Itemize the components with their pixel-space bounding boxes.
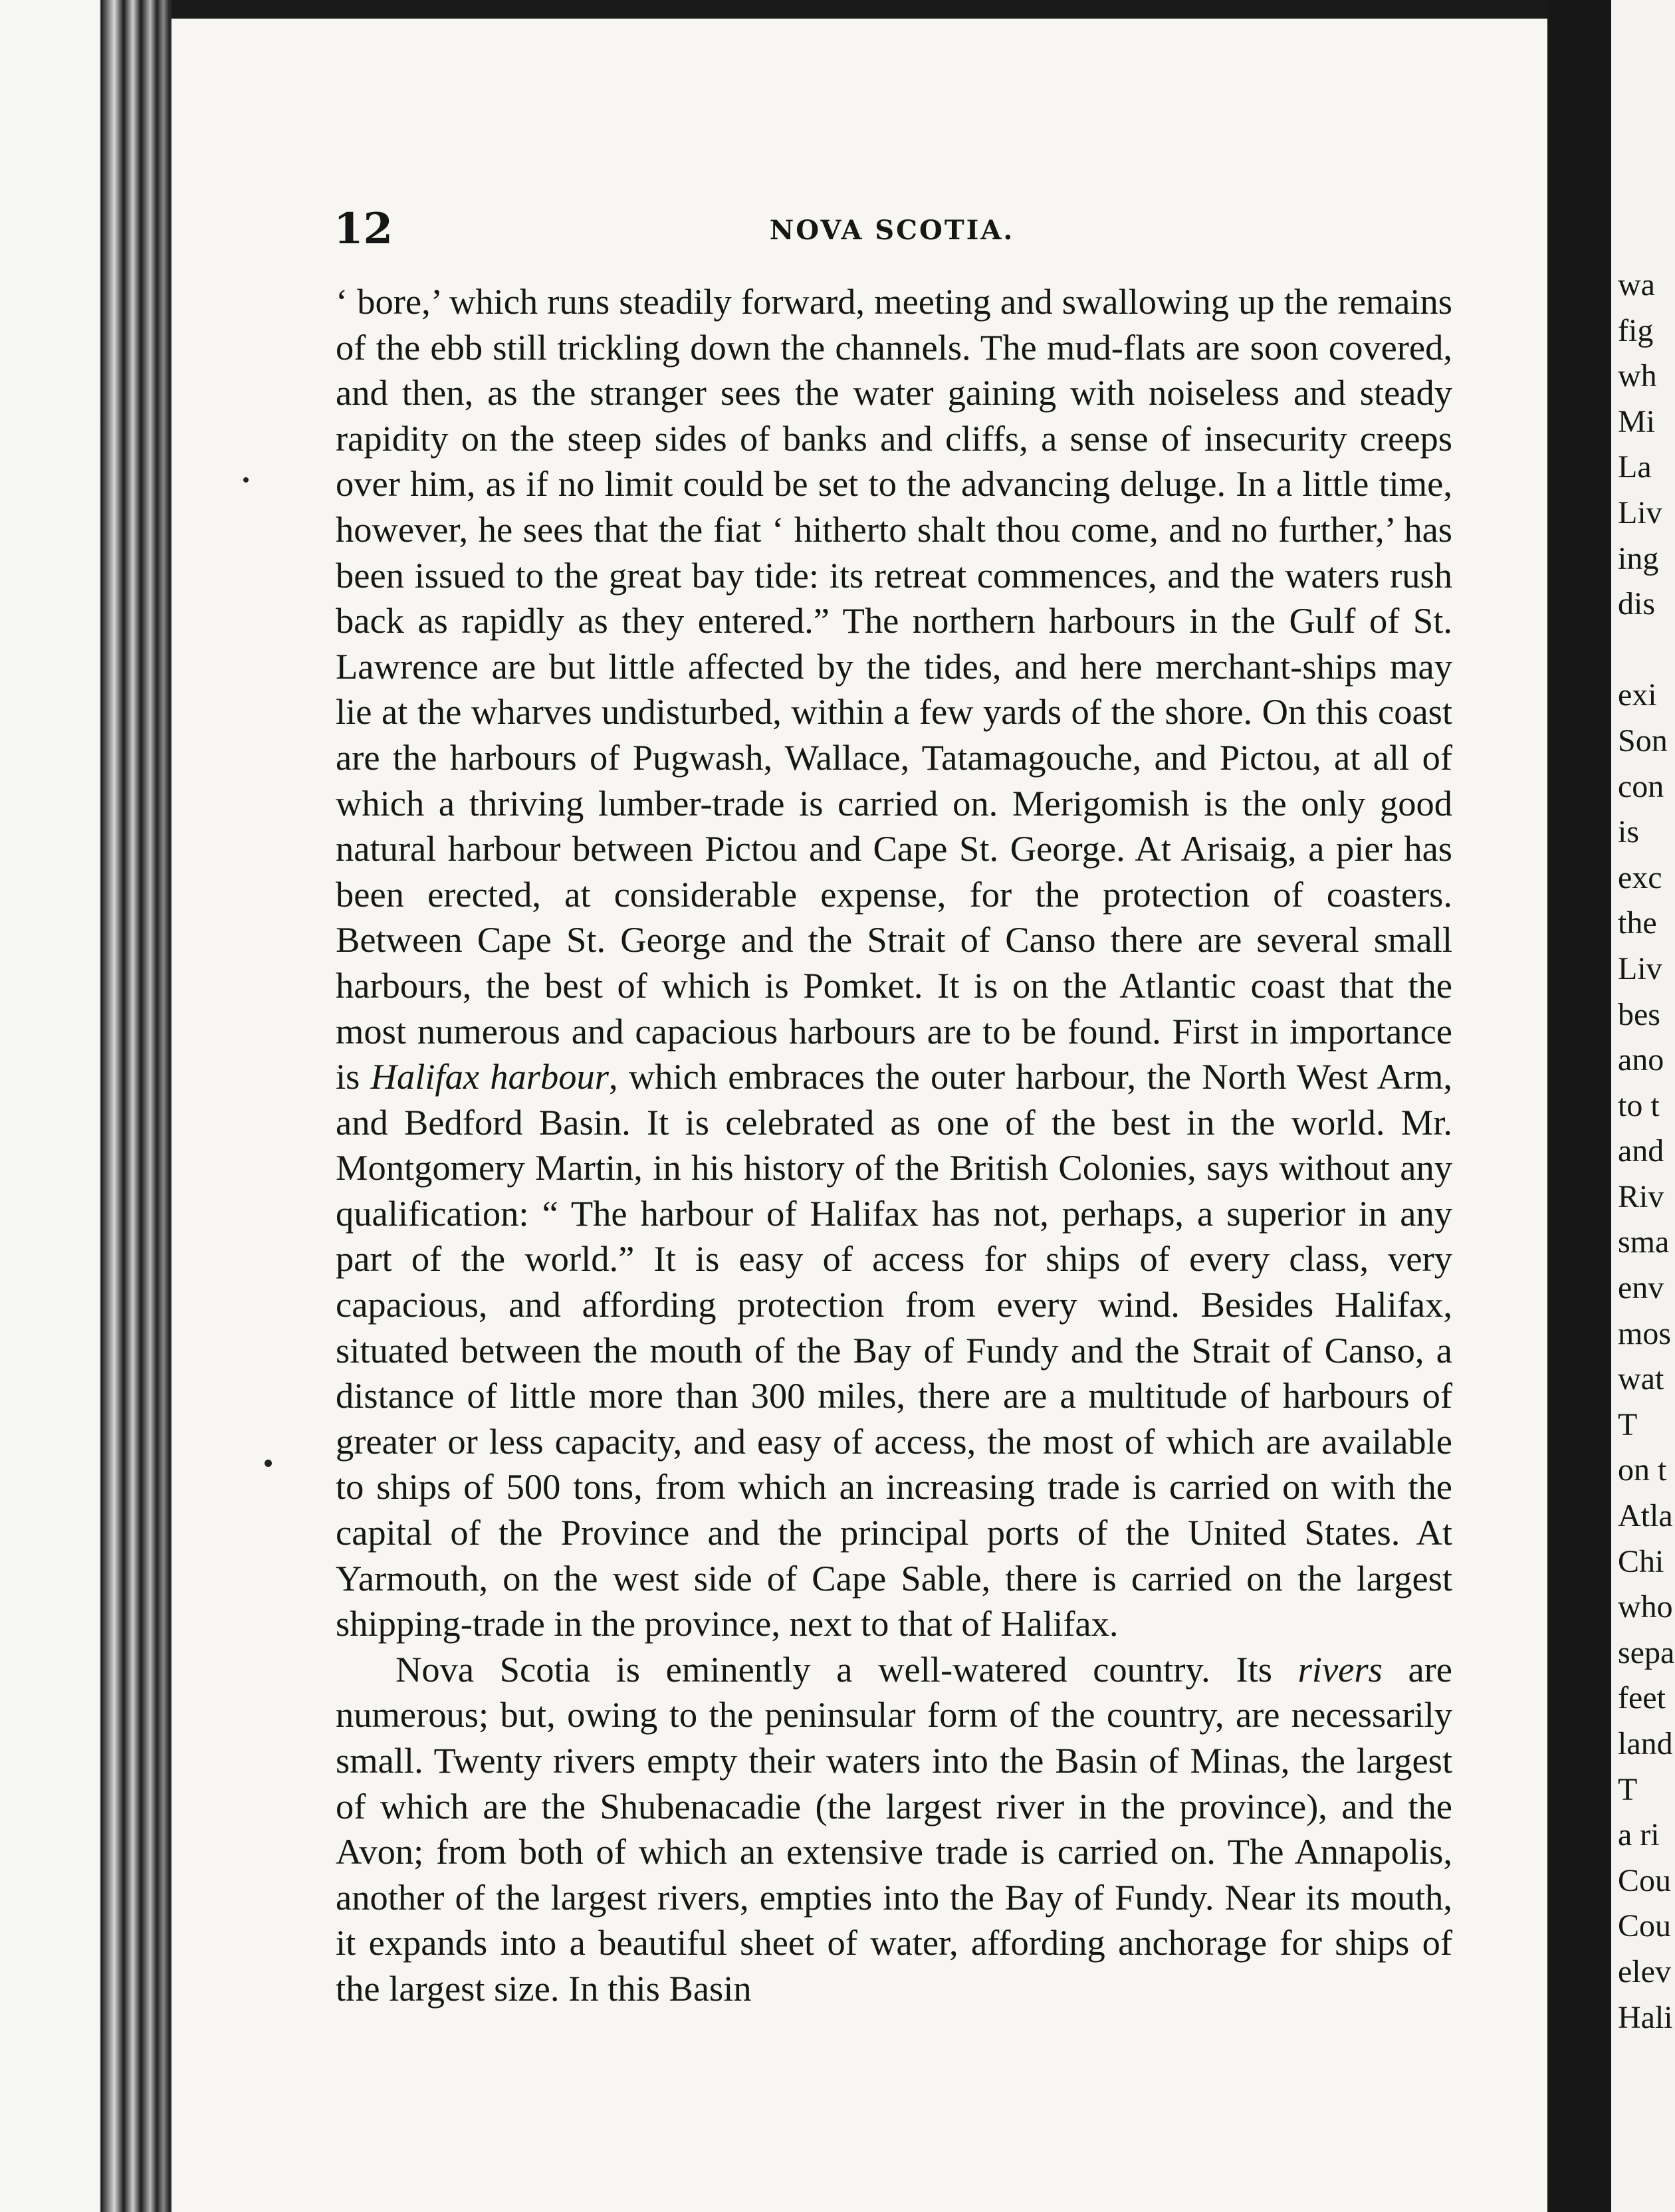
next-page-fragment: con [1618, 768, 1664, 804]
paragraph-1-end: , which embraces the outer harbour, the North West Arm, and Bedford Basin. It is celebrated as one of the best in the world. Mr. Montgomery Martin, in his history of the British Colonies, says without any qualification: “ The harbour of Halifax has not, perhaps, a superior in any part of the world.” It is easy of access for ships of every class, very capacious, and affording protection from every wind. Besides Halifax, situated between the mouth of the Bay of Fundy and the Strait of Canso, a distance of little more than 300 miles, there are a multitude of harbours of greater or less capacity, and easy of access, the most of which are available to ships of 500 tons, from which an increasing trade is carried on with the capital of the Province and the principal ports of the United States. At Yarmouth, on the west side of Cape Sable, there is carried on the largest shipping-trade in the province, next to that of Halifax. [336, 1056, 1452, 1644]
scan-speck [243, 477, 249, 483]
next-page-fragment: La [1618, 449, 1652, 485]
next-page-fragment: fig [1618, 312, 1654, 348]
next-page-fragment: sma [1618, 1224, 1670, 1260]
paragraph-2-start: Nova Scotia is eminently a well-watered country. Its [395, 1648, 1298, 1690]
next-page-fragment: on t [1618, 1452, 1667, 1488]
next-page-fragment: Mi [1618, 403, 1656, 439]
next-page-fragments [1618, 263, 1674, 2041]
next-page-fragment: and [1618, 1133, 1664, 1169]
next-page-fragment: to t [1618, 1087, 1660, 1123]
paragraph-1-italic: Halifax harbour [370, 1056, 609, 1097]
next-page-fragment: sepa [1618, 1634, 1675, 1670]
running-head: NOVA SCOTIA. [769, 215, 1015, 246]
next-page-fragment: Liv [1618, 495, 1662, 530]
next-page-fragment: ano [1618, 1042, 1664, 1078]
scan-speck [265, 1460, 272, 1467]
next-page-fragment: Cou [1618, 1908, 1672, 1944]
next-page-fragment: a ri [1618, 1817, 1660, 1853]
next-page-fragment: exc [1618, 859, 1662, 895]
paragraph-1-start: ‘ bore,’ which runs steadily forward, meeting and swallowing up the remains of the ebb still trickling down the channels. The mud-flats are soon covered, and then, as the stranger sees the water gaining with noiseless and steady rapidity on the steep sides of banks and cliffs, a sense of insecurity creeps over him, as if no limit could be set to the advancing deluge. In a little time, however, he sees that the fiat ‘ hitherto shalt thou come, and no further,’ has been issued to the great bay tide: its retreat commences, and the waters rush back as rapidly as they entered.” The northern harbours in the Gulf of St. Lawrence are but little affected by the tides, and here merchant-ships may lie at the wharves undisturbed, within a few yards of the shore. On this coast are the harbours of Pugwash, Wallace, Tatamagouche, and Pictou, at all of which a thriving lumber-trade is carried on. Merigomish is the only good natural harbour between Pictou and Cape St. George. At Arisaig, a pier has been erected, at considerable expense, for the protection of coasters. Between Cape St. George and the Strait of Canso there are several small harbours, the best of which is Pomket. It is on the Atlantic coast that the most numerous and capacious harbours are to be found. First in importance is [336, 281, 1452, 1097]
next-page-fragment: env [1618, 1270, 1664, 1306]
next-page-fragment: T [1618, 1771, 1638, 1807]
page-divider [1547, 0, 1611, 2212]
next-page-fragment: T [1618, 1406, 1638, 1442]
next-page-edge [1611, 0, 1675, 2212]
next-page-fragment: feet [1618, 1680, 1666, 1716]
paragraph-1 [336, 279, 1452, 1647]
next-page-fragment: elev [1618, 1953, 1671, 1989]
next-page-fragment: is [1618, 814, 1640, 850]
next-page-fragment: Liv [1618, 950, 1662, 986]
next-page-fragment: Cou [1618, 1862, 1672, 1898]
paragraph-2-italic: rivers [1297, 1648, 1383, 1690]
next-page-fragment: wa [1618, 267, 1655, 302]
next-page-fragment: bes [1618, 996, 1660, 1032]
page-header [334, 199, 1450, 259]
next-page-fragment: mos [1618, 1315, 1672, 1351]
paragraph-2-end: are numerous; but, owing to the peninsular form of the country, are necessarily small. Twenty rivers empty their waters into the Basin of Minas, the largest of which are the Shubenacadie (the largest river in the province), and the Avon; from both of which an extensive trade is carried on. The Annapolis, another of the largest rivers, empties into the Bay of Fundy. Near its mouth, it expands into a beautiful sheet of water, affording anchorage for ships of the largest size. In this Basin [336, 1648, 1452, 2009]
next-page-fragment: ing [1618, 540, 1659, 576]
next-page-fragment: Chi [1618, 1543, 1664, 1579]
scan-top-margin [0, 0, 1675, 19]
next-page-fragment: the [1618, 905, 1657, 941]
next-page-fragment [1618, 627, 1674, 673]
next-page-fragment: exi [1618, 677, 1657, 713]
body-text [336, 279, 1452, 2012]
paragraph-2 [336, 1647, 1452, 2012]
page-number: 12 [334, 204, 393, 254]
next-page-fragment: dis [1618, 586, 1656, 622]
binding-gutter [0, 0, 171, 2212]
next-page-fragment: Son [1618, 722, 1668, 758]
next-page-fragment: wat [1618, 1361, 1664, 1397]
next-page-fragment: Hali [1618, 1999, 1673, 2035]
next-page-fragment: Atla [1618, 1498, 1673, 1534]
next-page-fragment: who [1618, 1589, 1673, 1625]
next-page-fragment: land [1618, 1726, 1673, 1761]
next-page-fragment: Riv [1618, 1178, 1664, 1214]
next-page-fragment: wh [1618, 358, 1657, 394]
